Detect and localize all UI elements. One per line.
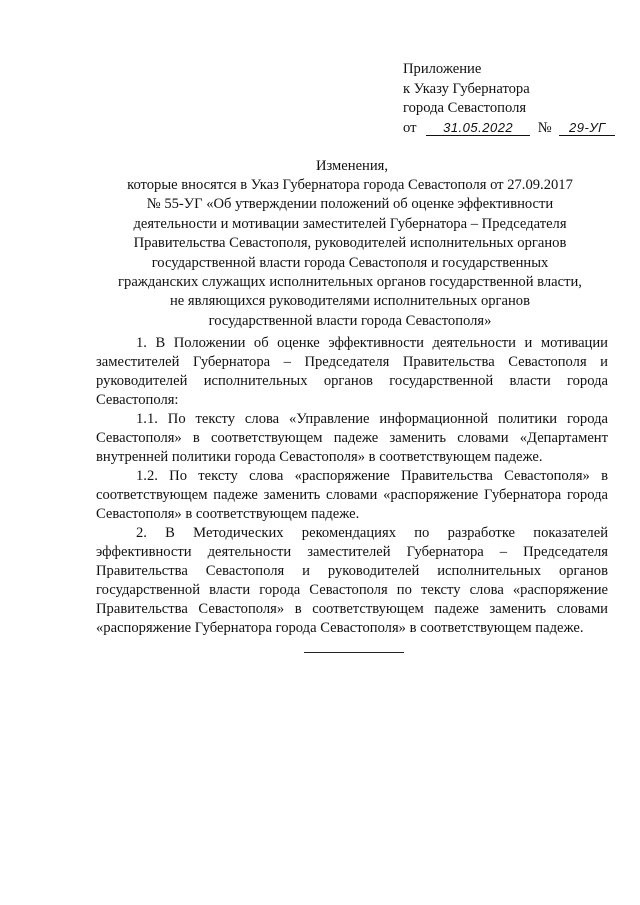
title-changes: Изменения, <box>315 158 389 174</box>
number-label: № <box>537 119 552 136</box>
subtitle-line: государственной власти города Севастополя» <box>208 312 492 329</box>
appendix-date-number-line <box>403 119 615 139</box>
paragraph-2: 2. В Методических рекомендациях по разработке показателей эффективности деятельности заместителей Губернатора – Председателя Правительства Севастополя и руководителей исполнительных органов государственной власти города Севастополя по тексту слова «распоряжение Правительства Севастополя» в соответствующем падеже заменить словами «распоряжение Губернатора города Севастополя» в соответствующем падеже. <box>96 525 608 636</box>
closing-separator-line <box>304 652 404 653</box>
subtitle-line: № 55-УГ «Об утверждении положений об оценке эффективности <box>146 196 554 213</box>
document-subtitle <box>96 176 604 331</box>
subtitle-line: не являющихся руководителями исполнительных органов <box>169 293 530 310</box>
paragraph-1-2: 1.2. По тексту слова «распоряжение Правительства Севастополя» в соответствующем падеже заменить словами «распоряжение Губернатора города Севастополя» в соответствующем падеже. <box>96 468 608 522</box>
from-label: от <box>403 119 417 136</box>
appendix-title: Приложение <box>403 61 482 77</box>
subtitle-line: гражданских служащих исполнительных органов государственной власти, <box>118 274 582 291</box>
document-body <box>96 334 608 638</box>
document-title <box>96 157 608 176</box>
paragraph-1-1: 1.1. По тексту слова «Управление информационной политики города Севастополя» в соответствующем падеже заменить словами «Департамент внутренней политики города Севастополя» в соответствующем падеже. <box>96 411 608 465</box>
paragraph-1: 1. В Положении об оценке эффективности деятельности и мотивации заместителей Губернатора – Председателя Правительства Севастополя и руководителей исполнительных органов государственной власти города Севастополя: <box>96 335 608 408</box>
handwritten-date: 31.05.2022 <box>426 120 530 136</box>
appendix-header <box>403 60 615 138</box>
appendix-decree-ref: к Указу Губернатора <box>403 80 530 97</box>
appendix-city: города Севастополя <box>403 100 527 116</box>
handwritten-number: 29-УГ <box>559 120 615 136</box>
subtitle-line: деятельности и мотивации заместителей Губернатора – Председателя <box>133 215 567 232</box>
subtitle-line: которые вносятся в Указ Губернатора города Севастополя от 27.09.2017 <box>127 177 573 193</box>
subtitle-line: Правительства Севастополя, руководителей исполнительных органов <box>133 235 567 252</box>
subtitle-line: государственной власти города Севастополя и государственных <box>151 254 549 271</box>
